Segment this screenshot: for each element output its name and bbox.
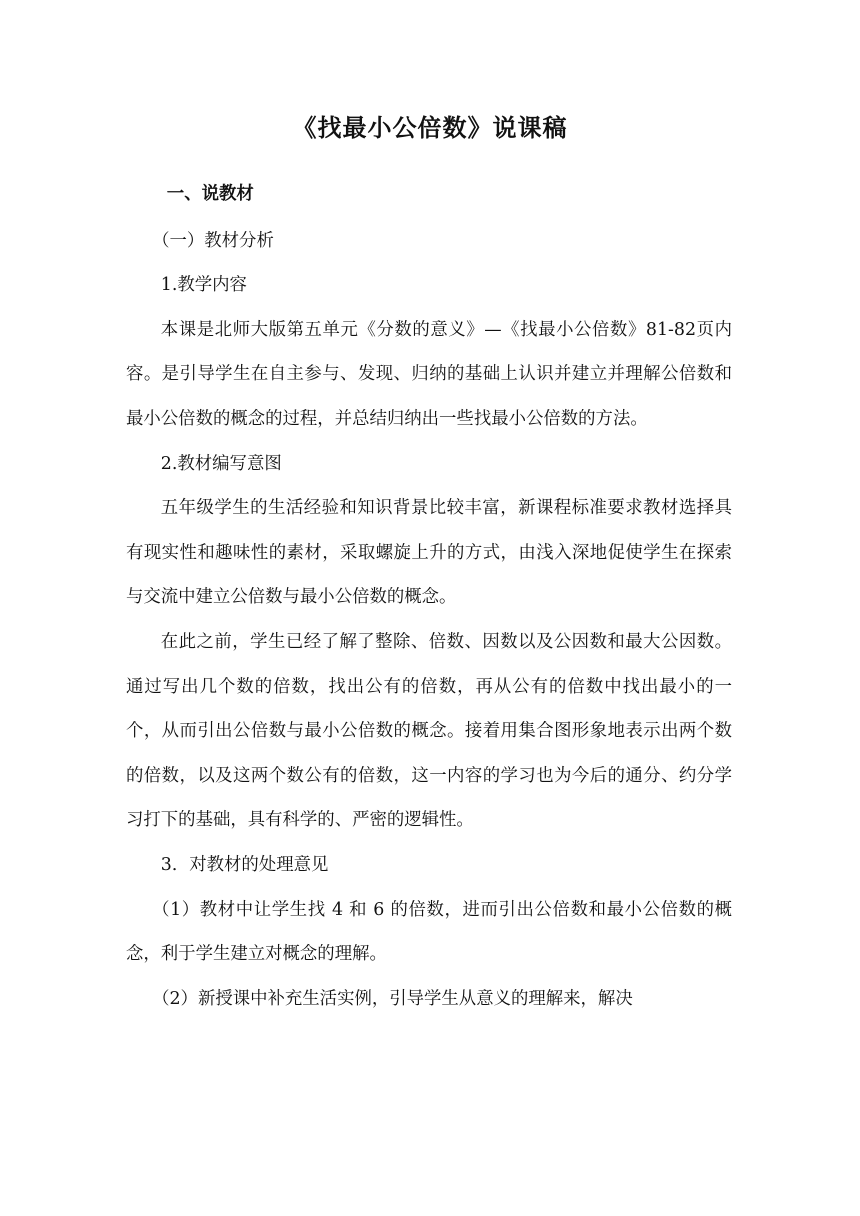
body-paragraph: 五年级学生的生活经验和知识背景比较丰富，新课程标准要求教材选择具有现实性和趣味性的素材，采取螺旋上升的方式，由浅入深地促使学生在探索与交流中建立公倍数与最小公倍数的概念。 [126, 498, 732, 608]
section-heading: 一、说教材 [166, 184, 254, 204]
body-paragraph: 本课是北师大版第五单元《分数的意义》—《找最小公倍数》81-82页内容。是引导学生在自主参与、发现、归纳的基础上认识并建立并理解公倍数和最小公倍数的概念的过程，并总结归纳出一些找最小公倍数的方法。 [126, 319, 732, 429]
item-heading: 1.教学内容 [160, 275, 247, 296]
body-paragraph: （2）新授课中补充生活实例，引导学生从意义的理解来，解决 [152, 988, 633, 1009]
document-body [126, 172, 732, 1021]
subsection-heading: （一）教材分析 [152, 230, 274, 251]
item-heading: 2.教材编写意图 [160, 453, 282, 474]
document-title: 《找最小公倍数》说课稿 [292, 114, 568, 142]
item-heading: 3．对教材的处理意见 [160, 854, 329, 875]
body-paragraph: 在此之前，学生已经了解了整除、倍数、因数以及公因数和最大公因数。通过写出几个数的倍数，找出公有的倍数，再从公有的倍数中找出最小的一个，从而引出公倍数与最小公倍数的概念。接着用集合图形象地表示出两个数的倍数，以及这两个数公有的倍数，这一内容的学习也为今后的通分、约分学习打下的基础，具有科学的、严密的逻辑性。 [126, 631, 732, 831]
body-paragraph: （1）教材中让学生找 4 和 6 的倍数，进而引出公倍数和最小公倍数的概念，利于学生建立对概念的理解。 [126, 899, 732, 965]
